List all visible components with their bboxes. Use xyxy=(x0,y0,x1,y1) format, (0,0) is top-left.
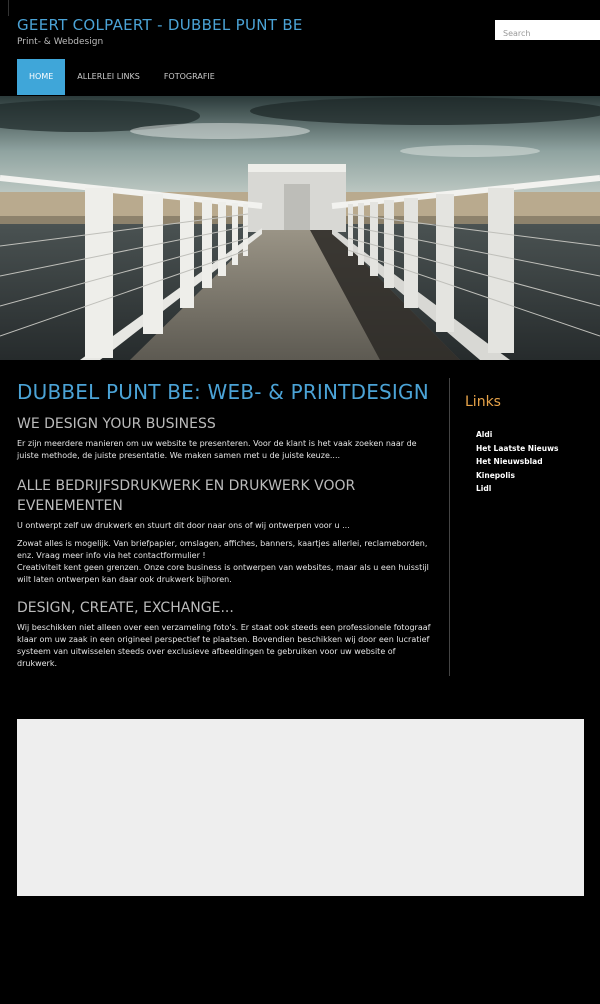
sidebar-link-het-nieuwsblad[interactable]: Het Nieuwsblad xyxy=(476,457,543,466)
sidebar-link-aldi[interactable]: Aldi xyxy=(476,430,493,439)
main-nav xyxy=(17,59,227,95)
sidebar-link-kinepolis[interactable]: Kinepolis xyxy=(476,470,515,480)
section-title: ALLE BEDRIJFSDRUKWERK EN DRUKWERK VOOR EVENEMENTEN xyxy=(17,478,356,514)
nav-item-allerlei-links[interactable]: ALLERLEI LINKS xyxy=(77,72,140,81)
section-title: WE DESIGN YOUR BUSINESS xyxy=(17,416,216,432)
section-paragraph: Zowat alles is mogelijk. Van briefpapier, omslagen, affiches, banners, kaartjes allerlei, reclameborden, enz. Vraag meer info via het contactformulier ! xyxy=(17,539,428,560)
nav-item-home[interactable]: HOME xyxy=(17,59,65,95)
nav-item-fotografie[interactable]: FOTOGRAFIE xyxy=(163,72,215,81)
pier-photo xyxy=(0,96,600,360)
site-tagline: Print- & Webdesign xyxy=(17,37,104,47)
top-left-marker xyxy=(8,0,9,16)
sidebar-link-het-laatste-nieuws[interactable]: Het Laatste Nieuws xyxy=(476,443,559,453)
section-title: DESIGN, CREATE, EXCHANGE... xyxy=(17,600,234,616)
sidebar-links xyxy=(465,394,595,496)
search-input[interactable] xyxy=(495,20,600,40)
section-paragraph: Creativiteit kent geen grenzen. Onze core business is ontwerpen van websites, maar als u een huisstijl wilt laten ontwerpen kan daar ook drukwerk bijhoren. xyxy=(17,563,429,584)
hero-slider[interactable] xyxy=(0,96,600,360)
section-paragraph: Wij beschikken niet alleen over een verzameling foto's. Er staat ook steeds een professionele fotograaf klaar om uw zaak in een origineel perspectief te plaatsen. Bovendien beschikken wij door een lucratief systeem van uitwisselen steeds over exclusieve afbeeldingen te gebruiken voor uw website of drukwerk. xyxy=(17,623,431,668)
footer-widget-area xyxy=(17,719,584,896)
sidebar-link-lidl[interactable]: Lidl xyxy=(476,484,492,493)
sidebar-title: Links xyxy=(465,394,501,410)
main-content xyxy=(17,380,432,676)
section-paragraph: Er zijn meerdere manieren om uw website te presenteren. Voor de klant is het vaak zoeken naar de juiste methode, de juiste presentatie. We maken samen met u de juiste keuze.... xyxy=(17,439,417,460)
content-divider xyxy=(449,378,450,676)
page-heading: DUBBEL PUNT BE: WEB- & PRINTDESIGN xyxy=(17,380,429,404)
section-paragraph: U ontwerpt zelf uw drukwerk en stuurt dit door naar ons of wij ontwerpen voor u ... xyxy=(17,521,350,530)
site-title[interactable]: GEERT COLPAERT - DUBBEL PUNT BE xyxy=(17,16,303,34)
